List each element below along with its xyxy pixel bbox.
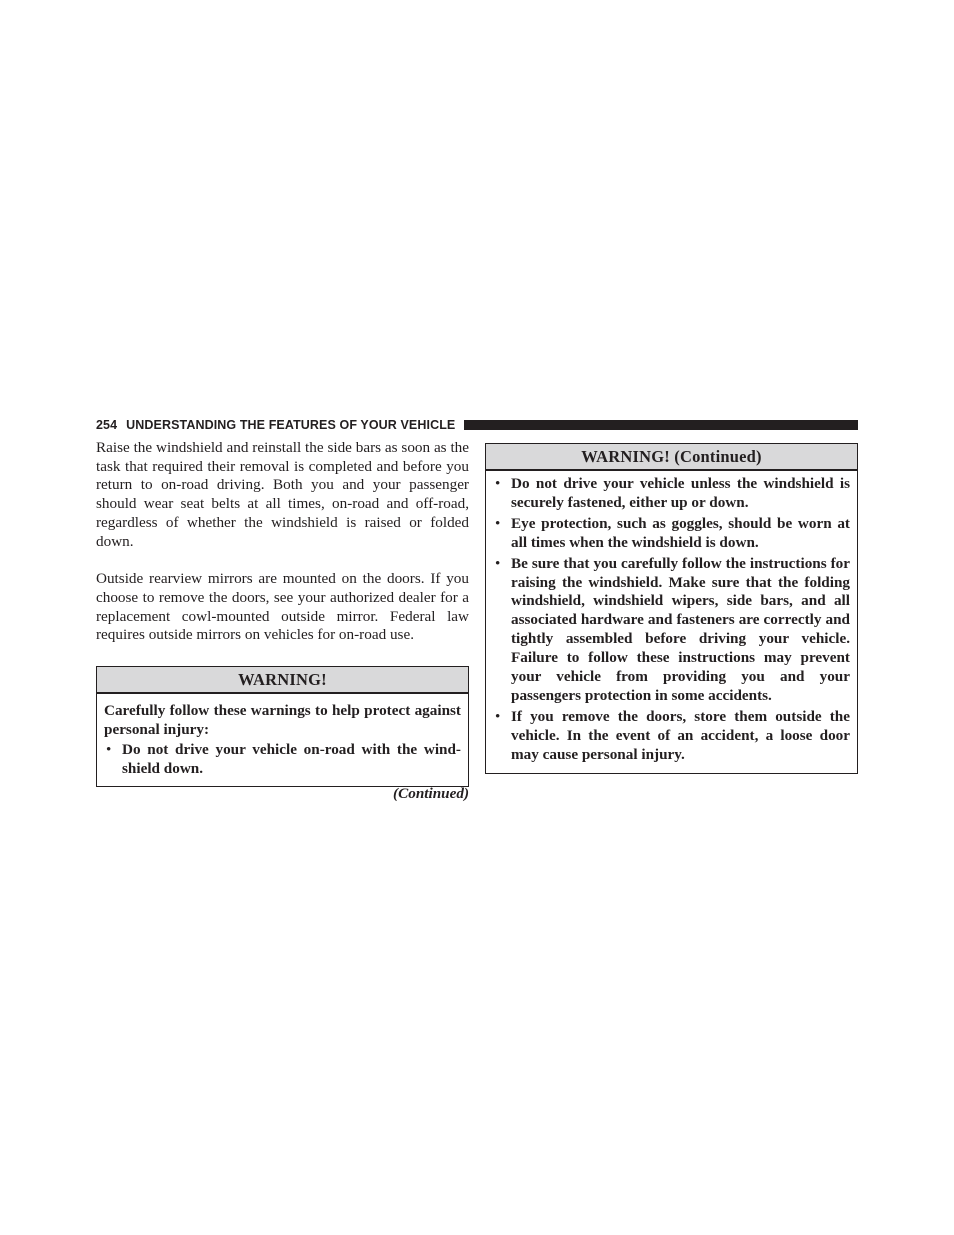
continued-label: (Continued) bbox=[393, 785, 469, 802]
paragraph-windshield: Raise the windshield and reinstall the side bars as soon as the task that required their removal is completed and before you return to on-road driving. Both you and your passenger should wear seat belts at all times, on-road and off-road, regardless of whether the windshield is raised or folded down. bbox=[96, 439, 469, 550]
warning-item: • Be sure that you carefully follow the instructions for raising the windshield. Make sure that the folding windshield, windshield wipers, side bars, and all associated hardware and fasteners are correctly and tightly assembled before driving your vehicle. Failure to follow these instructions may prevent your vehicle from providing you and your passengers protection in some accidents. bbox=[493, 555, 850, 706]
warning-item: • If you remove the doors, store them outside the vehicle. In the event of an accident, a loose door may cause personal injury. bbox=[493, 708, 850, 765]
warning-box bbox=[96, 666, 469, 787]
paragraph-mirrors: Outside rearview mirrors are mounted on the doors. If you choose to remove the doors, see your authorized dealer for a replacement cowl-mounted outside mirror. Federal law requires outside mirrors on vehicles for on-road use. bbox=[96, 570, 469, 644]
warning-continued-body bbox=[486, 471, 857, 773]
warning-continued-list bbox=[493, 475, 850, 765]
warning-title: WARNING! bbox=[97, 667, 468, 694]
warning-body bbox=[97, 694, 468, 786]
warning-continued-box bbox=[485, 443, 858, 774]
page-number: 254 bbox=[96, 418, 118, 432]
warning-intro: Carefully follow these warnings to help protect against personal injury: bbox=[104, 702, 461, 738]
header-rule bbox=[464, 420, 858, 430]
warning-item: • Do not drive your vehicle on-road with the wind-shield down. bbox=[104, 741, 461, 779]
warning-list bbox=[104, 741, 461, 779]
section-title: UNDERSTANDING THE FEATURES OF YOUR VEHICLE bbox=[126, 418, 456, 432]
warning-item: • Eye protection, such as goggles, should be worn at all times when the windshield is down. bbox=[493, 515, 850, 553]
warning-item: • Do not drive your vehicle unless the windshield is securely fastened, either up or down. bbox=[493, 475, 850, 513]
left-column bbox=[96, 439, 469, 645]
warning-continued-title: WARNING! (Continued) bbox=[486, 444, 857, 471]
page-header bbox=[96, 417, 858, 433]
